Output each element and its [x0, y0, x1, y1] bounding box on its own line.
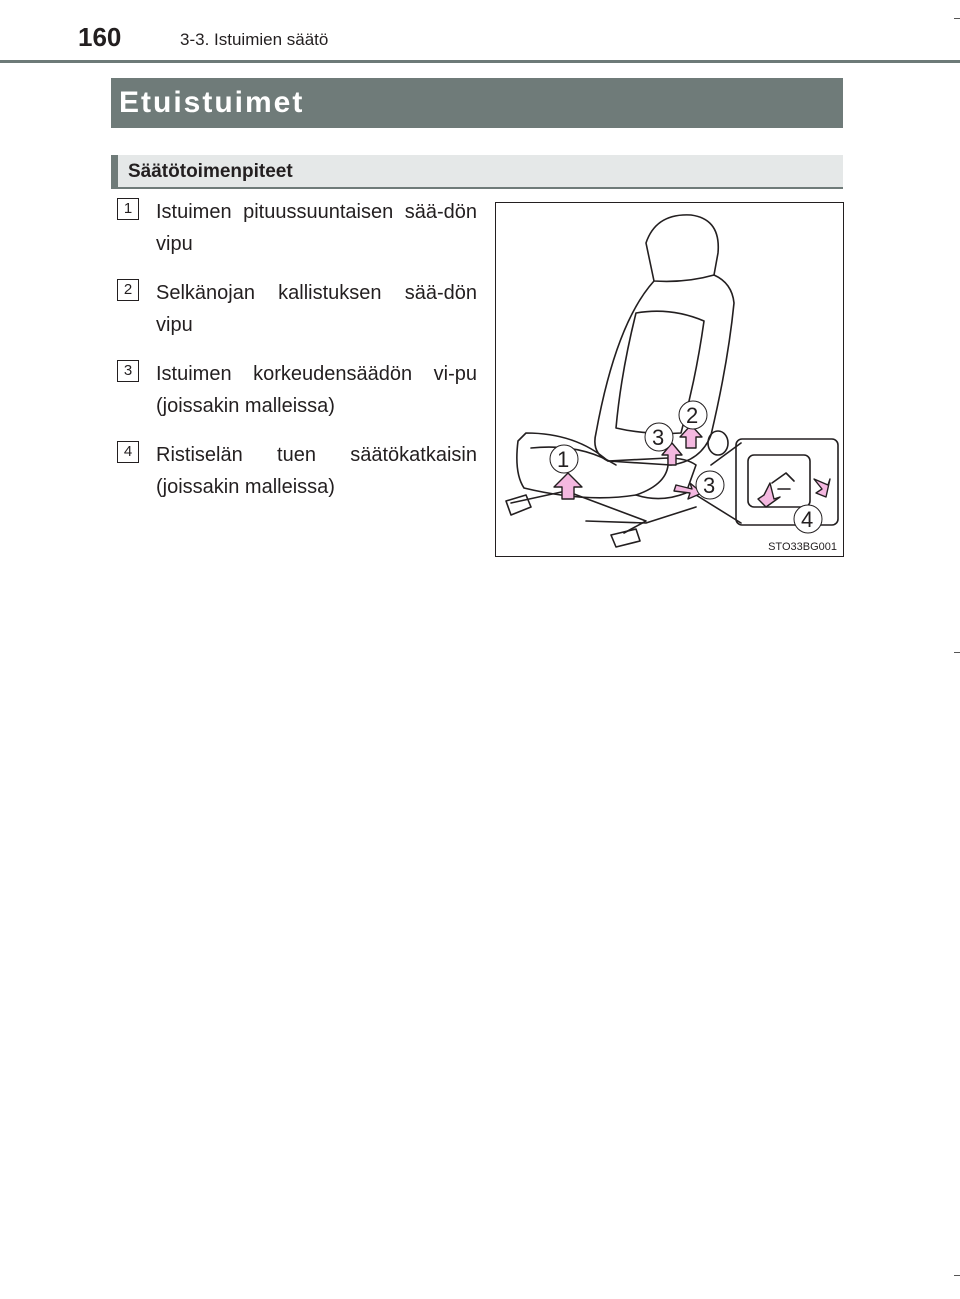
list-item — [117, 196, 477, 260]
subsection-accent — [111, 155, 118, 187]
callout-label: 3 — [652, 425, 665, 450]
subsection-header — [111, 155, 843, 189]
item-number: 4 — [117, 441, 139, 463]
page-number: 160 — [78, 22, 122, 52]
arrow-4-right — [814, 479, 830, 497]
item-text: Ristiselän tuen säätökatkaisin (joissakin malleissa) — [156, 444, 477, 498]
edge-mark — [954, 652, 960, 653]
cushion-shape — [517, 433, 668, 498]
item-number: 2 — [117, 279, 139, 301]
subsection-title: Säätötoimenpiteet — [128, 161, 293, 182]
rail-foot-front — [506, 495, 531, 515]
arrow-4-left — [758, 483, 780, 507]
list-item — [117, 277, 477, 341]
seat-figure — [495, 202, 844, 557]
edge-mark — [954, 1275, 960, 1276]
item-text: Selkänojan kallistuksen sää-dön vipu — [156, 282, 477, 336]
edge-mark — [954, 18, 960, 19]
seat-rail-right — [586, 507, 696, 523]
headrest-shape — [646, 215, 718, 282]
item-text: Istuimen pituussuuntaisen sää-dön vipu — [156, 201, 477, 255]
section-title: Etuistuimet — [111, 78, 843, 128]
header-rule — [0, 60, 960, 63]
item-list — [117, 196, 477, 520]
list-item — [117, 439, 477, 503]
breadcrumb: 3-3. Istuimien säätö — [180, 30, 329, 49]
item-number: 1 — [117, 198, 139, 220]
callout-label: 3 — [703, 473, 716, 498]
list-item — [117, 358, 477, 422]
figure-code: STO33BG001 — [768, 541, 837, 553]
seat-illustration — [496, 203, 845, 558]
rail-foot-rear — [611, 529, 640, 547]
callout-label: 1 — [557, 447, 570, 472]
item-text: Istuimen korkeudensäädön vi-pu (joissakin malleissa) — [156, 363, 477, 417]
lumbar-switch-panel — [748, 455, 810, 507]
callout-label: 2 — [686, 403, 699, 428]
callout-label: 4 — [801, 507, 814, 532]
item-number: 3 — [117, 360, 139, 382]
recline-knob — [708, 431, 728, 455]
lumbar-switch-symbol — [772, 473, 794, 489]
